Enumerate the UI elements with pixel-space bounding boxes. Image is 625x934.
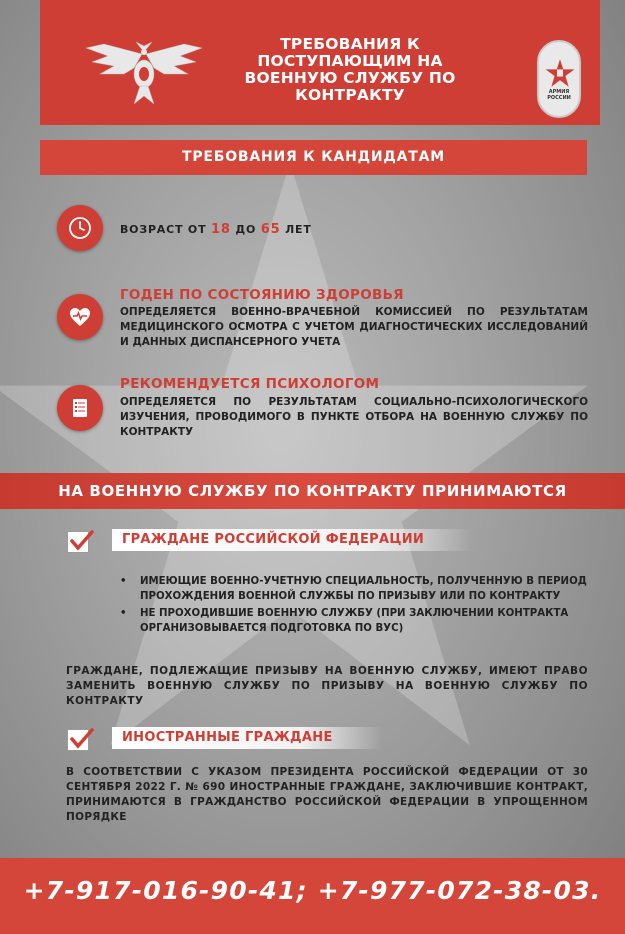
checklist-icon [57, 385, 103, 431]
heart-pulse-icon [57, 294, 103, 340]
age-requirement [120, 222, 312, 237]
army-star-badge-icon [545, 58, 575, 88]
age-suffix: ЛЕТ [285, 223, 312, 236]
age-to: 65 [260, 222, 281, 237]
admission-section-title: НА ВОЕННУЮ СЛУЖБУ ПО КОНТРАКТУ ПРИНИМАЮТСЯ [0, 473, 625, 509]
age-prefix: ВОЗРАСТ ОТ [120, 223, 207, 236]
citizens-bullets [118, 574, 588, 638]
header-banner [40, 0, 600, 125]
age-mid: ДО [235, 223, 257, 236]
health-title: ГОДЕН ПО СОСТОЯНИЮ ЗДОРОВЬЯ [120, 287, 404, 303]
age-from: 18 [211, 222, 231, 237]
clock-icon [57, 205, 103, 251]
candidates-section-title: ТРЕБОВАНИЯ К КАНДИДАТАМ [40, 140, 587, 175]
conscripts-text: ГРАЖДАНЕ, ПОДЛЕЖАЩИЕ ПРИЗЫВУ НА ВОЕННУЮ СЛУЖБУ, ИМЕЮТ ПРАВО ЗАМЕНИТЬ ВОЕННУЮ СЛУЖБУ ПО ПРИЗЫВУ НА ВОЕННУЮ СЛУЖБУ ПО КОНТРАКТУ [66, 665, 588, 707]
foreign-text: В СООТВЕТСТВИИ С УКАЗОМ ПРЕЗИДЕНТА РОССИЙСКОЙ ФЕДЕРАЦИИ ОТ 30 СЕНТЯБРЯ 2022 Г. № 690 ИНОСТРАННЫЕ ГРАЖДАНЕ, ЗАКЛЮЧИВШИЕ КОНТРАКТ, ПРИНИМАЮТСЯ В ГРАЖДАНСТВО РОССИЙСКОЙ ФЕДЕРАЦИИ В УПРОЩЕННОМ ПОРЯДКЕ [66, 766, 588, 823]
army-russia-badge [537, 40, 581, 118]
list-item: • НЕ ПРОХОДИВШИЕ ВОЕННУЮ СЛУЖБУ (ПРИ ЗАКЛЮЧЕНИИ КОНТРАКТА ОРГАНИЗОВЫВАЕТСЯ ПОДГОТОВКА ПО ВУС) [118, 606, 588, 636]
checkbox-checked-icon [67, 729, 89, 751]
checkbox-checked-icon [67, 531, 89, 553]
header-title: ТРЕБОВАНИЯ К ПОСТУПАЮЩИМ НА ВОЕННУЮ СЛУЖБУ ПО КОНТРАКТУ [244, 35, 456, 104]
contact-phones: +7-917-016-90-41; +7-977-072-38-03. [23, 876, 602, 905]
psych-text: ОПРЕДЕЛЯЕТСЯ ПО РЕЗУЛЬТАТАМ СОЦИАЛЬНО-ПСИХОЛОГИЧЕСКОГО ИЗУЧЕНИЯ, ПРОВОДИМОГО В ПУНКТЕ ОТБОРА НА ВОЕННУЮ СЛУЖБУ ПО КОНТРАКТУ [120, 396, 588, 438]
psych-title: РЕКОМЕНДУЕТСЯ ПСИХОЛОГОМ [120, 376, 380, 392]
foreign-label: ИНОСТРАННЫЕ ГРАЖДАНЕ [112, 727, 382, 749]
health-text: ОПРЕДЕЛЯЕТСЯ ВОЕННО-ВРАЧЕБНОЙ КОМИССИЕЙ ПО РЕЗУЛЬТАТАМ МЕДИЦИНСКОГО ОСМОТРА С УЧЕТОМ ДИАГНОСТИЧЕСКИХ ИССЛЕДОВАНИЙ И ДАННЫХ ДИСПАНСЕРНОГО УЧЕТА [120, 306, 588, 348]
citizens-label: ГРАЖДАНЕ РОССИЙСКОЙ ФЕДЕРАЦИИ [112, 529, 472, 551]
list-item: • ИМЕЮЩИЕ ВОЕННО-УЧЕТНУЮ СПЕЦИАЛЬНОСТЬ, ПОЛУЧЕННУЮ В ПЕРИОД ПРОХОЖДЕНИЯ ВОЕННОЙ СЛУЖБЫ ПО ПРИЗЫВУ ИЛИ ПО КОНТРАКТУ [118, 574, 588, 604]
badge-text: АРМИЯ РОССИИ [547, 89, 571, 101]
eagle-emblem-icon [84, 38, 204, 108]
